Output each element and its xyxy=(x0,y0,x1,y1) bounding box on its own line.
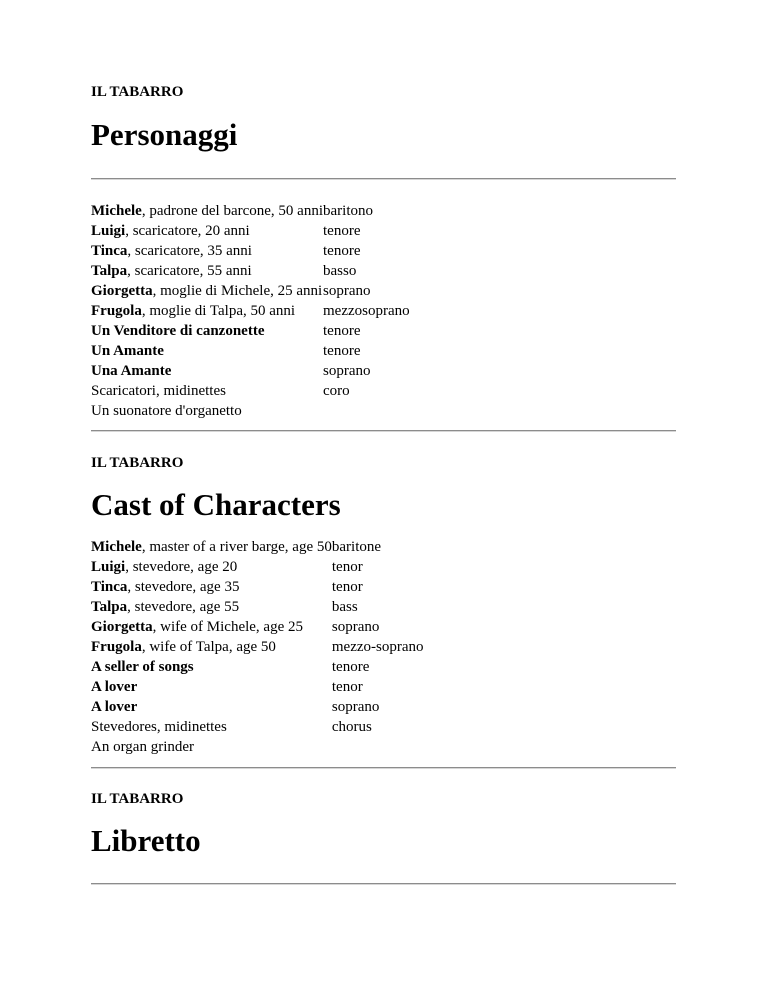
cast-role xyxy=(91,261,323,281)
character-name: A lover xyxy=(91,679,138,695)
cast-row xyxy=(91,281,410,301)
cast-row xyxy=(91,341,410,361)
voice-type: tenore xyxy=(323,243,361,259)
cast-row xyxy=(91,361,410,381)
cast-role xyxy=(91,281,323,301)
cast-row xyxy=(91,557,424,577)
character-name: A seller of songs xyxy=(91,659,194,675)
cast-row xyxy=(91,537,424,557)
section-title-personaggi: Personaggi xyxy=(91,117,238,152)
character-description: , scaricatore, 35 anni xyxy=(127,243,252,259)
character-description: , stevedore, age 55 xyxy=(127,599,240,615)
voice-type: tenore xyxy=(323,223,361,239)
character-description: , wife of Talpa, age 50 xyxy=(141,639,276,655)
cast-role xyxy=(91,401,323,421)
cast-role xyxy=(91,677,332,697)
character-description: , stevedore, age 20 xyxy=(125,559,238,575)
character-name: Luigi xyxy=(91,559,126,575)
cast-row xyxy=(91,381,410,401)
cast-role xyxy=(91,221,323,241)
character-name: Una Amante xyxy=(91,363,172,379)
cast-row xyxy=(91,737,424,757)
character-description: , moglie di Michele, 25 anni xyxy=(152,283,323,299)
voice-type: mezzo-soprano xyxy=(331,639,424,655)
cast-row xyxy=(91,301,410,321)
voice-type: basso xyxy=(323,263,357,279)
section-label-1: IL TABARRO xyxy=(91,84,184,100)
voice-type: tenore xyxy=(323,343,361,359)
cast-row xyxy=(91,241,410,261)
voice-type: chorus xyxy=(331,719,372,735)
character-description: , wife of Michele, age 25 xyxy=(152,619,303,635)
cast-row xyxy=(91,717,424,737)
voice-type: soprano xyxy=(323,283,371,299)
cast-role xyxy=(91,717,332,737)
character-name: Talpa xyxy=(91,263,128,279)
character-description: , padrone del barcone, 50 anni xyxy=(141,203,323,219)
cast-row xyxy=(91,261,410,281)
character-name: Frugola xyxy=(91,639,142,655)
cast-role xyxy=(91,637,332,657)
cast-row xyxy=(91,657,424,677)
cast-row xyxy=(91,617,424,637)
cast-role xyxy=(91,537,332,557)
voice-type: coro xyxy=(323,383,350,399)
character-name: Frugola xyxy=(91,303,142,319)
cast-row xyxy=(91,201,410,221)
cast-row xyxy=(91,637,424,657)
cast-role xyxy=(91,597,332,617)
character-name: A lover xyxy=(91,699,138,715)
character-name: Luigi xyxy=(91,223,126,239)
cast-role xyxy=(91,321,323,341)
character-description: Stevedores, midinettes xyxy=(91,719,227,735)
cast-table-italian xyxy=(91,201,410,421)
voice-type: tenore xyxy=(323,323,361,339)
voice-type: baritono xyxy=(323,203,373,219)
voice-type: soprano xyxy=(331,619,380,635)
cast-role xyxy=(91,557,332,577)
voice-type: soprano xyxy=(323,363,371,379)
section-title-cast-of-characters: Cast of Characters xyxy=(91,487,341,522)
character-name: Un Venditore di canzonette xyxy=(91,323,265,339)
voice-type: baritone xyxy=(331,539,382,555)
voice-type: tenor xyxy=(331,679,363,695)
voice-type: tenor xyxy=(331,559,363,575)
character-description: , scaricatore, 20 anni xyxy=(125,223,250,239)
character-description: An organ grinder xyxy=(91,739,195,755)
character-name: Un Amante xyxy=(91,343,164,359)
cast-row xyxy=(91,597,424,617)
cast-row xyxy=(91,697,424,717)
cast-row xyxy=(91,221,410,241)
character-description: , master of a river barge, age 50 xyxy=(141,539,332,555)
character-name: Giorgetta xyxy=(91,283,153,299)
voice-type: soprano xyxy=(331,699,380,715)
character-name: Talpa xyxy=(91,599,128,615)
cast-table-english xyxy=(91,537,424,757)
divider-3 xyxy=(91,767,676,769)
voice-type: bass xyxy=(331,599,358,615)
cast-role xyxy=(91,617,332,637)
cast-row xyxy=(91,321,410,341)
cast-role xyxy=(91,577,332,597)
cast-row xyxy=(91,577,424,597)
character-description: Un suonatore d'organetto xyxy=(91,403,242,419)
cast-role xyxy=(91,341,323,361)
voice-type xyxy=(332,737,424,757)
cast-role xyxy=(91,737,332,757)
cast-role xyxy=(91,241,323,261)
character-name: Giorgetta xyxy=(91,619,153,635)
cast-role xyxy=(91,361,323,381)
cast-role xyxy=(91,381,323,401)
voice-type xyxy=(323,401,410,421)
section-label-3: IL TABARRO xyxy=(91,791,184,807)
cast-role xyxy=(91,657,332,677)
divider-1 xyxy=(91,178,676,180)
character-name: Michele xyxy=(91,203,142,219)
voice-type: mezzosoprano xyxy=(323,303,410,319)
cast-row xyxy=(91,677,424,697)
cast-role xyxy=(91,301,323,321)
section-label-2: IL TABARRO xyxy=(91,455,184,471)
character-description: , moglie di Talpa, 50 anni xyxy=(141,303,296,319)
voice-type: tenore xyxy=(331,659,370,675)
divider-2 xyxy=(91,430,676,432)
character-name: Michele xyxy=(91,539,142,555)
voice-type: tenor xyxy=(331,579,363,595)
cast-row xyxy=(91,401,410,421)
character-description: , stevedore, age 35 xyxy=(127,579,240,595)
cast-role xyxy=(91,697,332,717)
character-description: , scaricatore, 55 anni xyxy=(127,263,252,279)
cast-role xyxy=(91,201,323,221)
character-description: Scaricatori, midinettes xyxy=(91,383,226,399)
section-title-libretto: Libretto xyxy=(91,823,201,858)
character-name: Tinca xyxy=(91,579,128,595)
character-name: Tinca xyxy=(91,243,128,259)
divider-4 xyxy=(91,883,676,885)
